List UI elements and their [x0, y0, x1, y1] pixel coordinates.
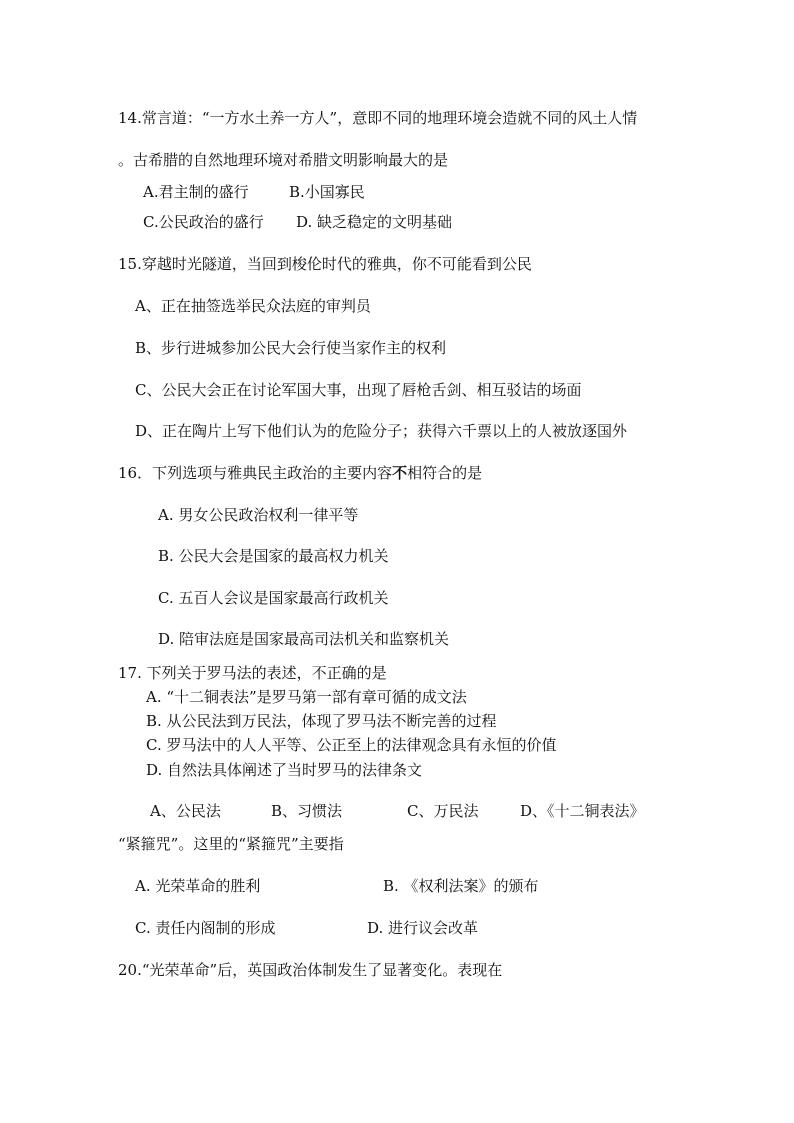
q17-option-b: B. 从公民法到万民法，体现了罗马法不断完善的过程	[146, 712, 497, 730]
q14-option-c: C.公民政治的盛行	[143, 213, 264, 231]
q15-option-b: B、步行进城参加公民大会行使当家作主的权利	[135, 339, 447, 357]
q19-option-d: D. 进行议会改革	[367, 919, 479, 937]
q17-option-c: C. 罗马法中的人人平等、公正至上的法律观念具有永恒的价值	[146, 736, 557, 754]
q19-options-row1	[135, 876, 539, 896]
q18-option-d: D、《十二铜表法》	[520, 802, 645, 820]
q14-stem-line1: 14.常言道：“一方水土养一方人”，意即不同的地理环境会造就不同的风土人情	[118, 109, 638, 127]
q15-option-a: A、正在抽签选举民众法庭的审判员	[135, 297, 371, 315]
q19-option-c: C. 责任内阁制的形成	[135, 919, 276, 937]
q15-option-d: D、正在陶片上写下他们认为的危险分子；获得六千票以上的人被放逐国外	[135, 422, 628, 440]
q16-option-d: D. 陪审法庭是国家最高司法机关和监察机关	[158, 630, 450, 648]
q14-option-b: B.小国寡民	[289, 183, 365, 201]
q16-stem-emphasis: 不	[392, 464, 408, 482]
q19-stem: “紧箍咒”。这里的“紧箍咒”主要指	[118, 835, 344, 853]
q18-options-row	[150, 801, 645, 821]
q14-options-row2	[143, 212, 452, 232]
q14-option-d: D. 缺乏稳定的文明基础	[296, 213, 453, 231]
q16-option-c: C. 五百人会议是国家最高行政机关	[158, 589, 389, 607]
q18-option-c: C、万民法	[407, 802, 479, 820]
q16-option-a: A. 男女公民政治权利一律平等	[158, 506, 359, 524]
q18-option-a: A、公民法	[150, 802, 221, 820]
q15-stem: 15.穿越时光隧道，当回到梭伦时代的雅典，你不可能看到公民	[118, 255, 532, 273]
q19-option-b: B. 《权利法案》的颁布	[383, 877, 539, 895]
q16-stem	[118, 463, 482, 483]
q19-options-row2	[135, 918, 478, 938]
q17-stem: 17. 下列关于罗马法的表述，不正确的是	[118, 664, 387, 682]
q19-option-a: A. 光荣革命的胜利	[135, 877, 261, 895]
q17-option-a: A. “十二铜表法”是罗马第一部有章可循的成文法	[146, 688, 467, 706]
q14-stem-line2: 。古希腊的自然地理环境对希腊文明影响最大的是	[118, 151, 449, 169]
q17-option-d: D. 自然法具体阐述了当时罗马的法律条文	[146, 761, 423, 779]
q15-option-c: C、公民大会正在讨论军国大事，出现了唇枪舌剑、相互驳诘的场面	[135, 381, 582, 399]
q14-options-row1	[143, 182, 365, 202]
q16-stem-post: 相符合的是	[407, 464, 483, 482]
q14-option-a: A.君主制的盛行	[143, 183, 249, 201]
q16-stem-pre: 16．下列选项与雅典民主政治的主要内容	[118, 464, 393, 482]
q18-option-b: B、习惯法	[271, 802, 343, 820]
q20-stem: 20.“光荣革命”后，英国政治体制发生了显著变化。表现在	[118, 961, 503, 979]
q16-option-b: B. 公民大会是国家的最高权力机关	[158, 547, 389, 565]
